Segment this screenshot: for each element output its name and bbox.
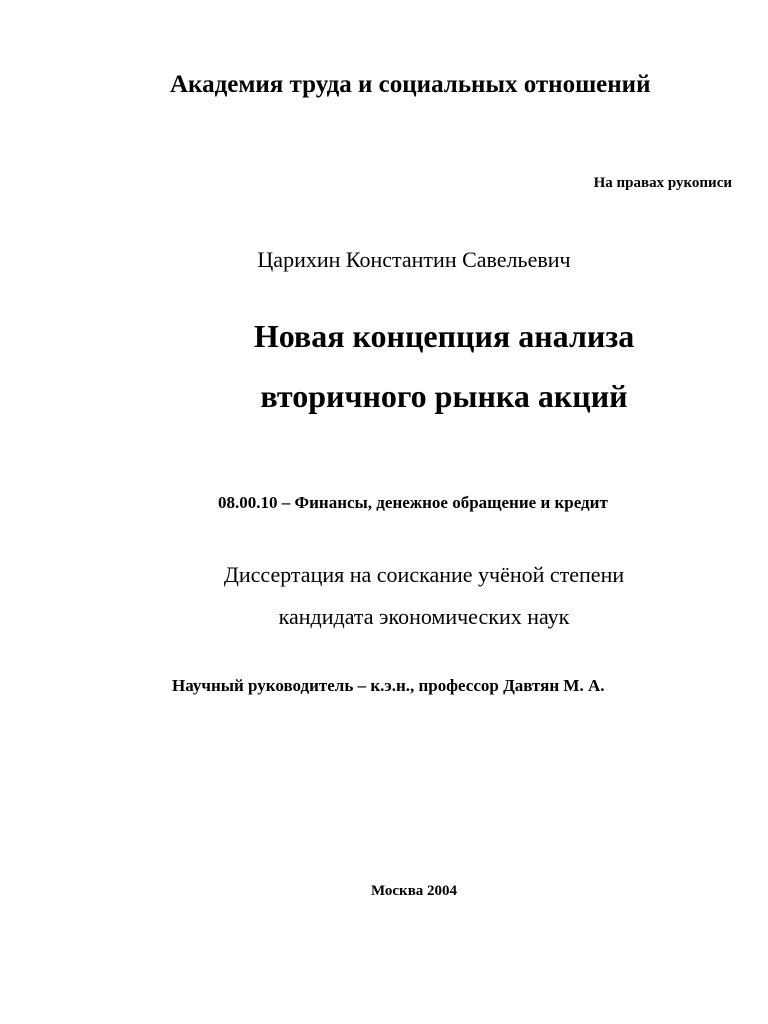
dissertation-title-line-2: вторичного рынка акций — [260, 378, 628, 414]
author-name: Царихин Константин Савельевич — [257, 247, 571, 272]
scientific-advisor: Научный руководитель – к.э.н., профессор Давтян М. А. — [172, 676, 605, 695]
city-and-year: Москва 2004 — [370, 883, 458, 899]
specialty-code: 08.00.10 – Финансы, денежное обращение и кредит — [218, 493, 608, 512]
institution-name: Академия труда и социальных отношений — [170, 71, 651, 98]
manuscript-note: На правах рукописи — [593, 175, 732, 191]
dissertation-title-line-1: Новая концепция анализа — [253, 318, 635, 354]
degree-line-2: кандидата экономических наук — [278, 604, 570, 629]
degree-line-1: Диссертация на соискание учёной степени — [223, 562, 625, 587]
